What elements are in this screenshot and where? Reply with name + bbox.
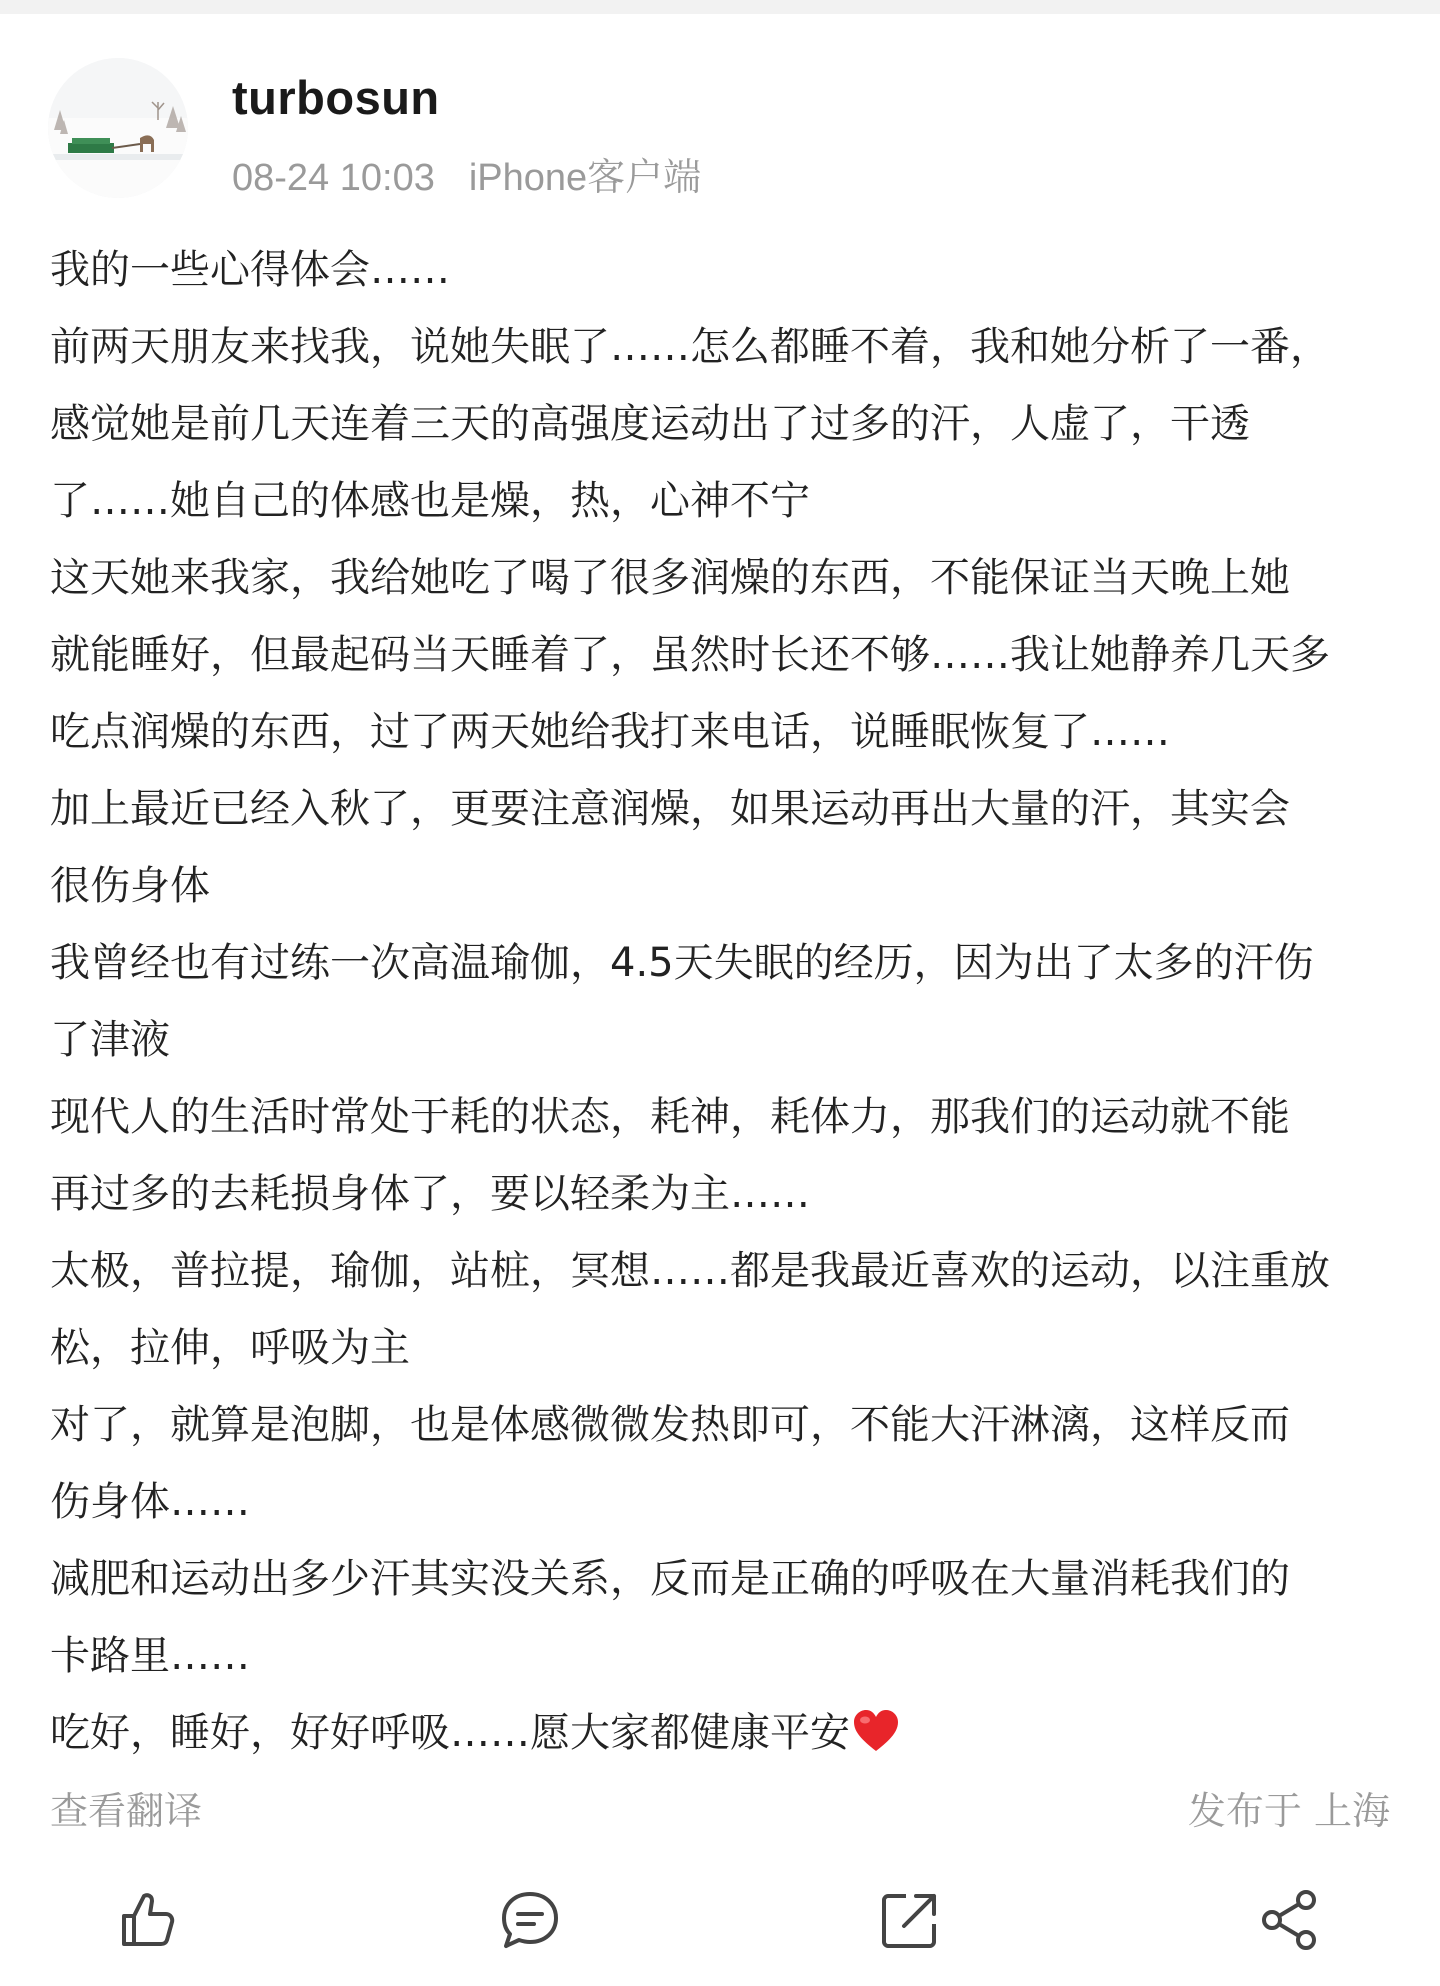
post-line: 了……她自己的体感也是燥，热，心神不宁 [50,478,810,524]
post-line: 吃点润燥的东西，过了两天她给我打来电话，说睡眠恢复了…… [50,709,1170,755]
post-line: 加上最近已经入秋了，更要注意润燥，如果运动再出大量的汗，其实会 [50,786,1290,832]
translate-link[interactable]: 查看翻译 [50,1789,203,1833]
author-name[interactable]: turbosun [232,71,440,124]
comment-icon [498,1888,562,1952]
comment-button[interactable] [490,1880,570,1960]
post-line: 松，拉伸，呼吸为主 [50,1325,410,1371]
post-line: 太极，普拉提，瑜伽，站桩，冥想……都是我最近喜欢的运动，以注重放 [50,1248,1330,1294]
post-time: 08-24 10:03 [232,157,435,199]
post-line: 我曾经也有过练一次高温瑜伽，4.5天失眠的经历，因为出了太多的汗伤 [50,940,1314,986]
post-line: 了津液 [50,1017,170,1063]
post-line: 感觉她是前几天连着三天的高强度运动出了过多的汗，人虚了，干透 [50,401,1250,447]
post-body [50,232,1390,1772]
heart-icon [852,1709,900,1753]
location-label: 发布于 上海 [1187,1789,1390,1833]
post-line: 这天她来我家，我给她吃了喝了很多润燥的东西，不能保证当天晚上她 [50,555,1290,601]
action-bar [0,1880,1440,1970]
avatar-image [48,58,188,198]
post-line: 对了，就算是泡脚，也是体感微微发热即可，不能大汗淋漓，这样反而 [50,1402,1290,1448]
post-meta [232,146,701,201]
post-line: 我的一些心得体会…… [50,247,450,293]
share-out-button[interactable] [870,1880,950,1960]
post-line: 就能睡好，但最起码当天睡着了，虽然时长还不够……我让她静养几天多 [50,632,1330,678]
post-line: 卡路里…… [50,1633,250,1679]
share-out-icon [878,1888,942,1952]
post-line-last [50,1695,1390,1772]
post-line: 现代人的生活时常处于耗的状态，耗神，耗体力，那我们的运动就不能 [50,1094,1290,1140]
forward-button[interactable] [1250,1880,1330,1960]
like-button[interactable] [108,1880,188,1960]
post-line: 再过多的去耗损身体了，要以轻柔为主…… [50,1171,810,1217]
post-line: 前两天朋友来找我，说她失眠了……怎么都睡不着，我和她分析了一番， [50,324,1330,370]
post-source: iPhone客户端 [468,157,702,199]
share-nodes-icon [1258,1888,1322,1952]
post-line: 伤身体…… [50,1479,250,1525]
thumbs-up-icon [116,1888,180,1952]
post-line: 很伤身体 [50,863,210,909]
post-line: 减肥和运动出多少汗其实没关系，反而是正确的呼吸在大量消耗我们的 [50,1556,1290,1602]
avatar[interactable] [48,58,188,198]
top-divider [0,0,1440,14]
post-line-text: 吃好，睡好，好好呼吸……愿大家都健康平安 [50,1710,850,1756]
